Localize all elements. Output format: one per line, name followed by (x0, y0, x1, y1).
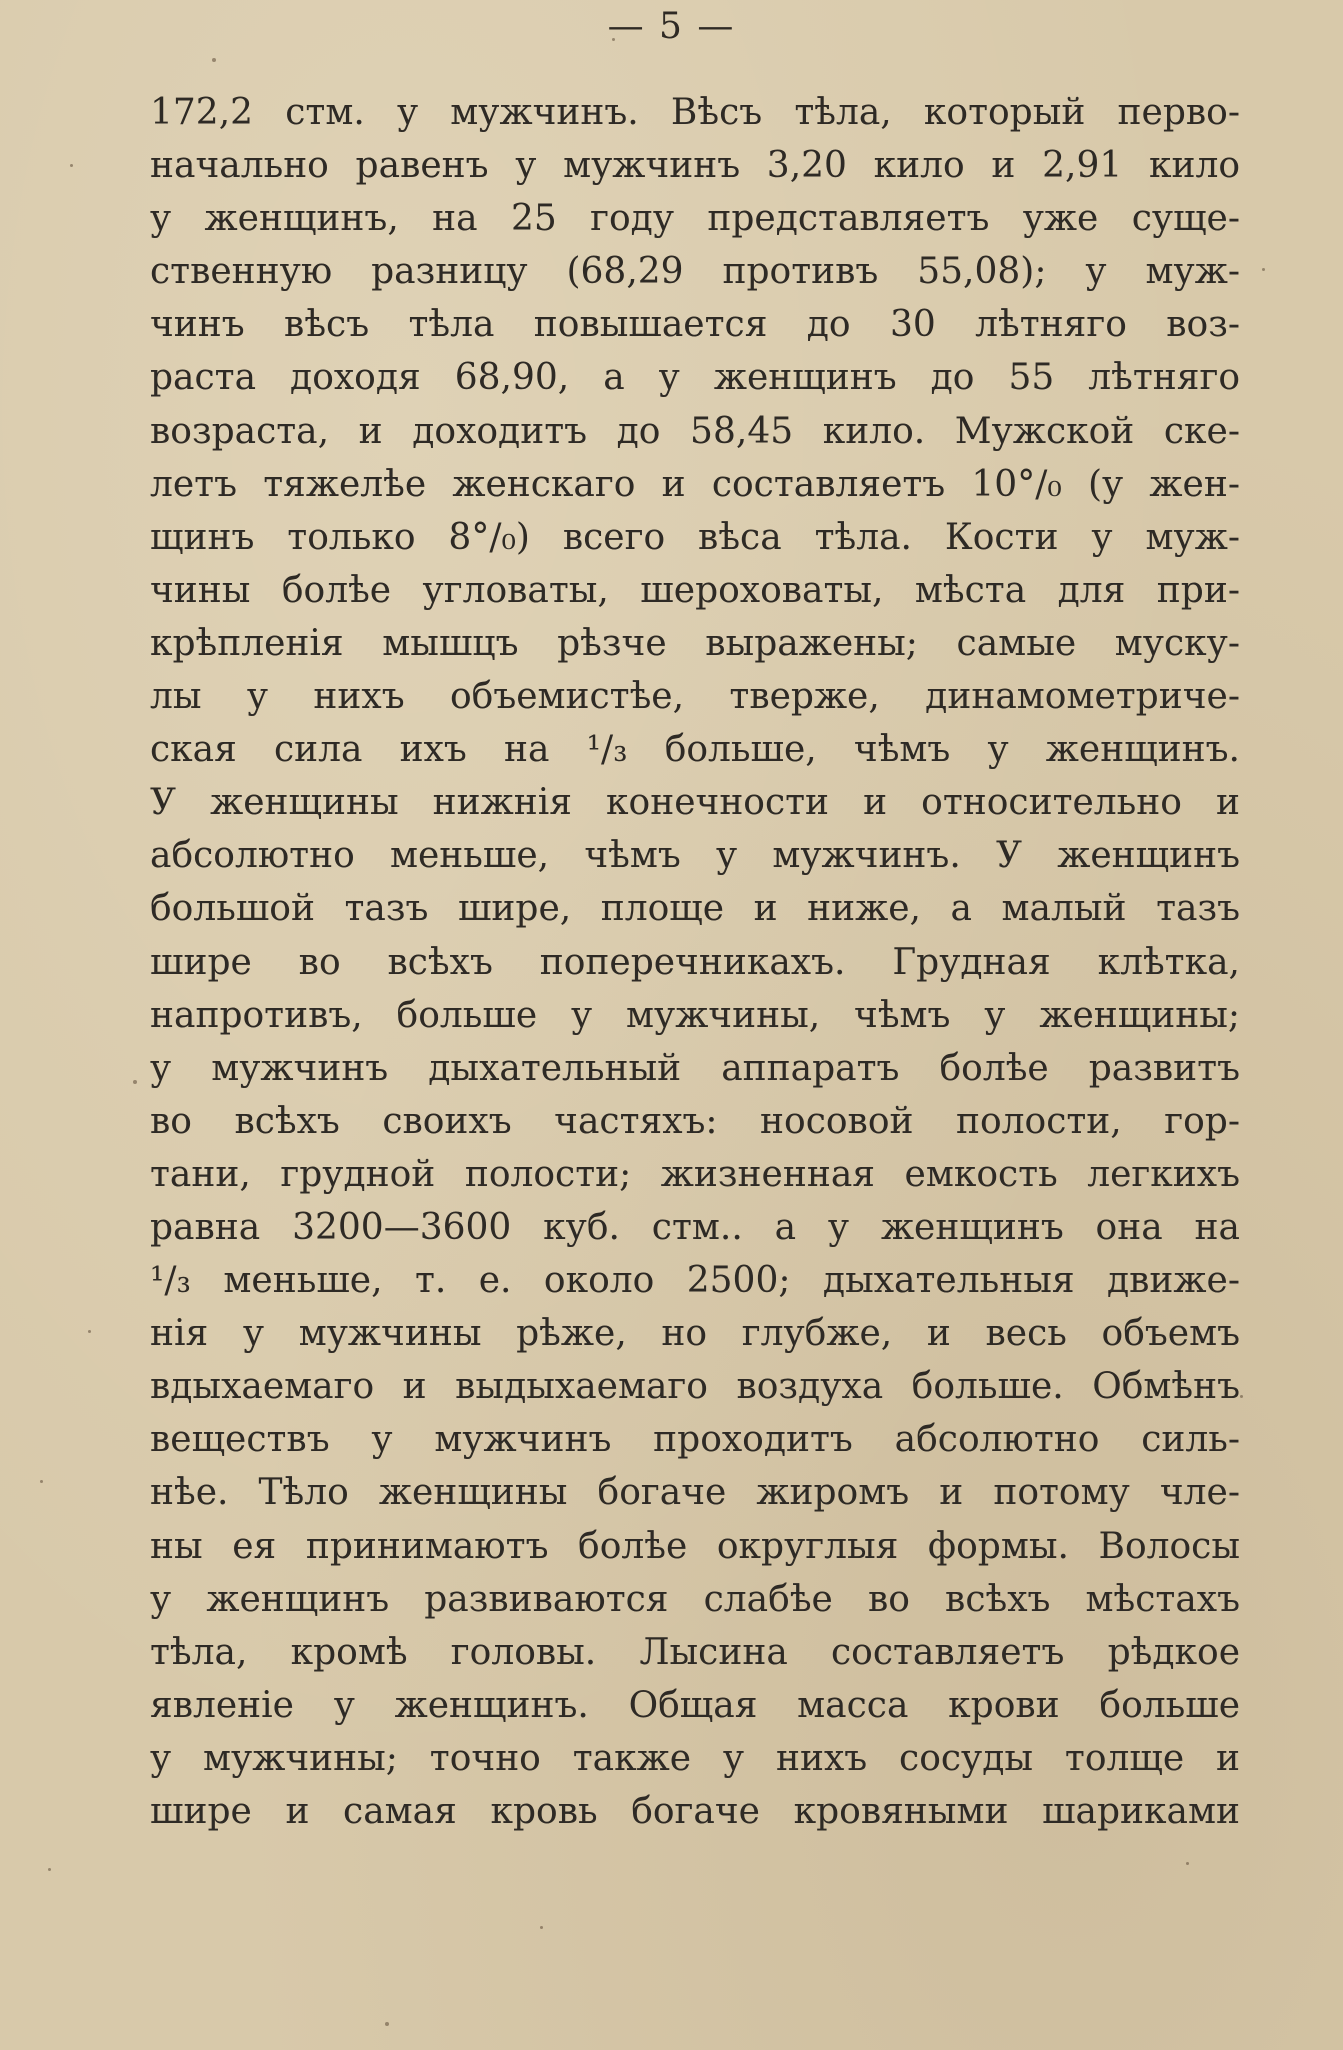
text-line: напротивъ, больше у мужчины, чѣмъ у женщины; (150, 994, 1240, 1036)
text-line: возраста, и доходитъ до 58,45 кило. Мужской ске- (150, 410, 1240, 452)
paper-speck (40, 1480, 43, 1483)
text-line: чины болѣе угловаты, шероховаты, мѣста для при- (150, 569, 1240, 611)
text-line: крѣпленія мышцъ рѣзче выражены; самые муску- (150, 622, 1240, 664)
text-line: нія у мужчины рѣже, но глубже, и весь объемъ (150, 1313, 1240, 1355)
paper-speck (88, 1330, 91, 1333)
text-line: во всѣхъ своихъ частяхъ: носовой полости, гор- (150, 1100, 1240, 1142)
text-line: нѣе. Тѣло женщины богаче жиромъ и потому чле- (150, 1472, 1240, 1514)
paper-speck (212, 58, 216, 62)
text-line: у мужчинъ дыхательный аппаратъ болѣе развитъ (150, 1047, 1240, 1089)
text-line: шире и самая кровь богаче кровяными шариками (150, 1791, 1240, 1832)
text-line: летъ тяжелѣе женскаго и составляетъ 10°/₀ (у жен- (150, 463, 1240, 505)
text-line: равна 3200—3600 куб. стм.. а у женщинъ она на (150, 1206, 1240, 1248)
text-line: 172,2 стм. у мужчинъ. Вѣсъ тѣла, который перво- (150, 92, 1240, 133)
paper-speck (70, 164, 73, 167)
text-line: абсолютно меньше, чѣмъ у мужчинъ. У женщинъ (150, 835, 1240, 877)
text-line: У женщины нижнія конечности и относительно и (150, 782, 1240, 824)
paper-speck (385, 2022, 389, 2026)
text-line: начально равенъ у мужчинъ 3,20 кило и 2,91 кило (150, 145, 1240, 187)
paper-speck (540, 1926, 543, 1929)
text-line: тѣла, кромѣ головы. Лысина составляетъ рѣдкое (150, 1631, 1240, 1673)
paper-speck (1240, 1395, 1243, 1398)
text-line: тани, грудной полости; жизненная емкость легкихъ (150, 1153, 1240, 1195)
text-line: ¹/₃ меньше, т. е. около 2500; дыхательныя движе- (150, 1260, 1240, 1302)
page-number: — 5 — (607, 6, 736, 47)
paper-speck (48, 1868, 51, 1871)
text-line: у женщинъ, на 25 году представляетъ уже суще- (150, 198, 1240, 240)
text-line: щинъ только 8°/₀) всего вѣса тѣла. Кости у муж- (150, 516, 1240, 558)
text-line: чинъ вѣсъ тѣла повышается до 30 лѣтняго воз- (150, 304, 1240, 346)
text-line: у мужчины; точно также у нихъ сосуды толще и (150, 1737, 1240, 1779)
paper-speck (133, 1080, 137, 1084)
text-line: у женщинъ развиваются слабѣе во всѣхъ мѣстахъ (150, 1578, 1240, 1620)
text-line: раста доходя 68,90, а у женщинъ до 55 лѣтняго (150, 357, 1240, 399)
paper-speck (1262, 268, 1265, 271)
text-line: вдыхаемаго и выдыхаемаго воздуха больше. Обмѣнъ (150, 1366, 1240, 1408)
text-line: ственную разницу (68,29 противъ 55,08); у муж- (150, 251, 1240, 293)
text-line: лы у нихъ объемистѣе, тверже, динамометриче- (150, 676, 1240, 718)
text-line: ская сила ихъ на ¹/₃ больше, чѣмъ у женщинъ. (150, 729, 1240, 771)
text-line: шире во всѣхъ поперечникахъ. Грудная клѣтка, (150, 941, 1240, 983)
text-line: явленіе у женщинъ. Общая масса крови больше (150, 1684, 1240, 1726)
body-text (150, 86, 1240, 1838)
paper-speck (1186, 1862, 1189, 1865)
text-line: ны ея принимаютъ болѣе округлыя формы. Волосы (150, 1525, 1240, 1567)
text-line: веществъ у мужчинъ проходитъ абсолютно силь- (150, 1419, 1240, 1461)
text-line: большой тазъ шире, площе и ниже, а малый тазъ (150, 888, 1240, 930)
